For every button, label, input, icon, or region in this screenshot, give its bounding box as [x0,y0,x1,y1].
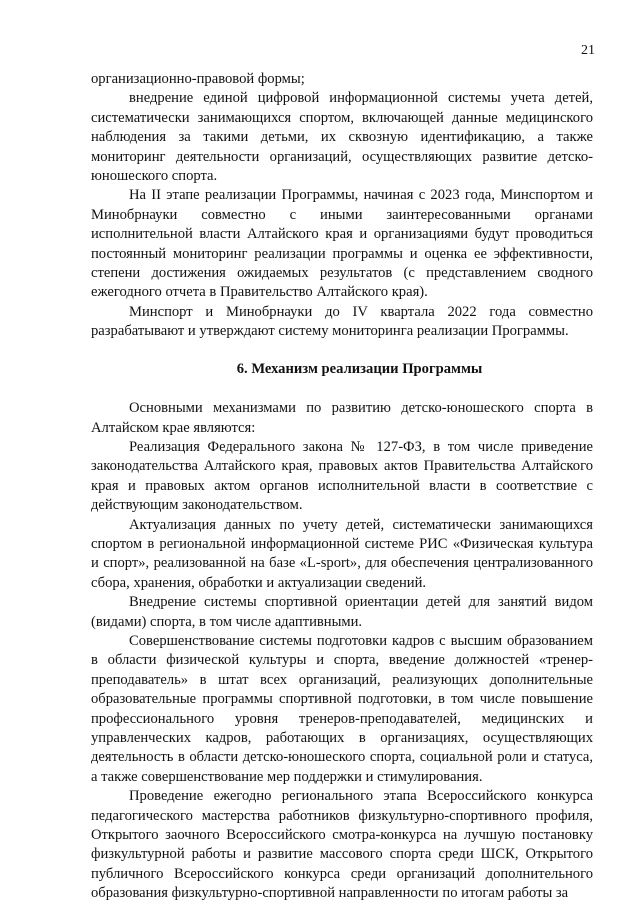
paragraph: На II этапе реализации Программы, начиная с 2023 года, Минспортом и Минобрнауки совместно с иными заинтересованными органами исполнительной власти Алтайского края и организациями будут проводиться постоянный мониторинг реализации программы и оценка ее эффективности, степени достижения ожидаемых результатов (с представлением сводного ежегодного отчета в Правительство Алтайского края). [91,187,593,301]
paragraph: Реализация Федерального закона № 127-ФЗ, в том числе приведение законодательства Алтайского края, правовых актов Правительства Алтайского края и правовых актом органов исполнительной власти в соответствие с действующим законодательством. [91,438,593,514]
paragraph: Основными механизмами по развитию детско-юношеского спорта в Алтайском крае являются: [91,400,593,436]
paragraph: Проведение ежегодно регионального этапа Всероссийского конкурса педагогического мастерства работников физкультурно-спортивного профиля, Открытого заочного Всероссийского смотра-конкурса на лучшую постановку физкультурной работы и развитие массового спорта среди ШСК, Открытого публичного Всероссийского конкурса среди организаций дополнительного образования физкультурно-спортивной направленности по итогам работы за [91,788,593,902]
paragraph: Совершенствование системы подготовки кадров с высшим образованием в области физической культуры и спорта, введение должностей «тренер-преподаватель» в штат всех организаций, реализующих дополнительные образовательные программы спортивной подготовки, в том числе повышение профессионального уровня тренеров-преподавателей, медицинских и управленческих кадров, работающих в организациях, осуществляющих деятельность в области детско-юношеского спорта, социальной роли и статуса, а также совершенствование мер поддержки и стимулирования. [91,632,593,785]
page-content [91,70,593,904]
paragraph: организационно-правовой формы; [91,71,305,87]
page-number: 21 [581,43,595,58]
paragraph: Внедрение системы спортивной ориентации детей для занятий видом (видами) спорта, в том числе адаптивными. [91,594,593,630]
paragraph: Актуализация данных по учету детей, систематически занимающихся спортом в региональной информационной системе РИС «Физическая культура и спорт», реализованной на базе «L-sport», для обеспечения централизованного сбора, хранения, обработки и актуализации сведений. [91,516,593,591]
paragraph: Минспорт и Минобрнауки до IV квартала 2022 года совместно разрабатывают и утверждают систему мониторинга реализации Программы. [91,303,593,340]
paragraph: внедрение единой цифровой информационной системы учета детей, систематически занимающихся спортом, включающей данные медицинского наблюдения за такими детьми, их сквозную идентификацию, а также мониторинг деятельности организаций, осуществляющих развитие детско-юношеского спорта. [91,90,593,185]
section-heading: 6. Механизм реализации Программы [236,360,483,377]
